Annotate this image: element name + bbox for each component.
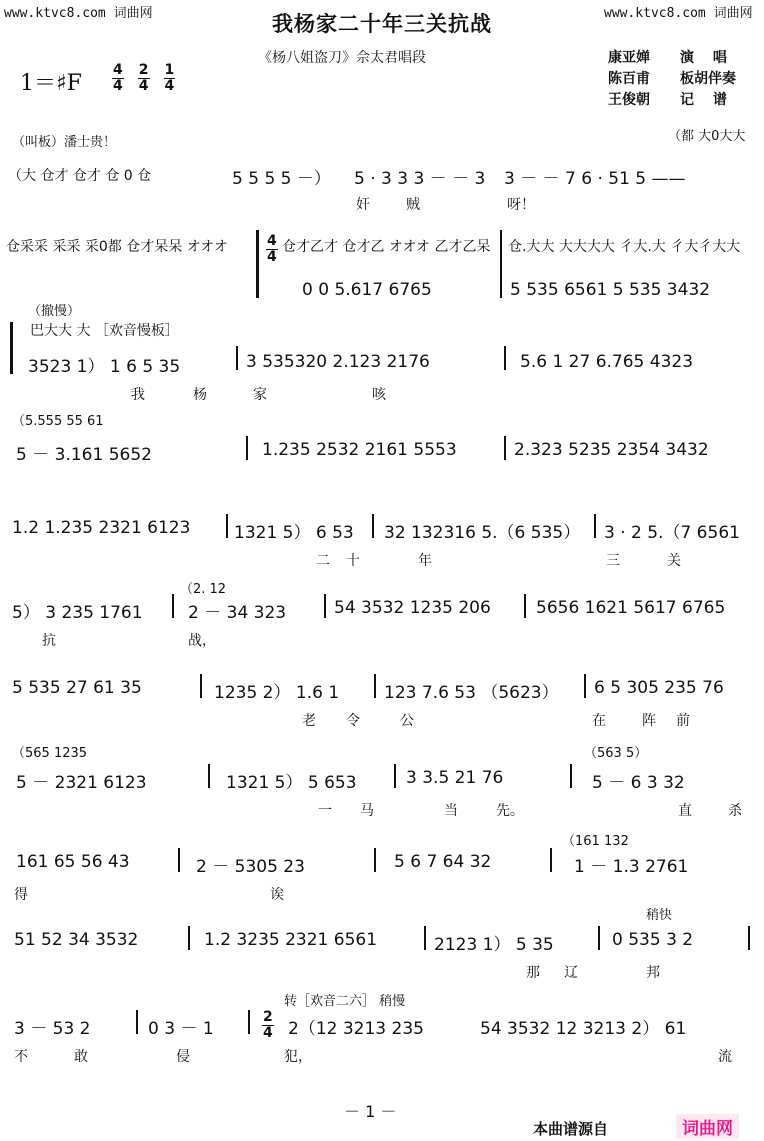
notation-measure: 3 535320 2.123 2176: [246, 352, 430, 372]
notation-measure: 5656 1621 5617 6765: [536, 598, 726, 618]
annotation: （2. 12: [180, 582, 227, 597]
notation-measure: 5 · 3 3 3 － － 3: [354, 169, 486, 189]
barline: [372, 514, 374, 538]
lyric: 贼: [406, 197, 420, 213]
notation-measure: 2123 1） 5 35: [434, 935, 554, 955]
grace-notes: （161 132: [562, 834, 629, 849]
lyric: 当: [444, 803, 458, 819]
key-signature: 1＝♯F: [20, 71, 82, 96]
barline: [504, 346, 506, 370]
notation-measure: 5 535 27 61 35: [12, 678, 142, 698]
score-subtitle: 《杨八姐盗刀》佘太君唱段: [258, 50, 426, 66]
time-signature: $\frac{2}{4}$: [263, 1009, 273, 1041]
lyric: 侵: [176, 1049, 190, 1065]
lyric: 咳: [372, 387, 386, 403]
notation-measure: 6 5 305 235 76: [594, 678, 724, 698]
percussion-line: 仓才乙才 仓才乙 オオオ 乙才乙呆: [282, 239, 491, 255]
lyric: 先。: [496, 803, 524, 819]
notation-measure: 5 535 6561 5 535 3432: [510, 280, 711, 300]
time-signatures: [112, 63, 175, 94]
lyric: 敢: [74, 1049, 88, 1065]
lyric: 奸: [356, 197, 370, 213]
notation-measure: 1.2 3235 2321 6561: [204, 930, 378, 950]
lyric: 直: [678, 803, 692, 819]
lyric: 令: [346, 713, 360, 729]
credit-row: 康亚婵 演 唱: [608, 50, 727, 66]
notation-measure: 1235 2） 1.6 1: [214, 683, 340, 703]
barline: [374, 848, 376, 872]
lyric: 流: [718, 1049, 732, 1065]
barline: [236, 346, 238, 370]
notation-measure: 1321 5） 6 53: [234, 523, 354, 543]
notation-measure: 1 － 1.3 2761: [574, 857, 689, 877]
notation-measure: 1.235 2532 2161 5553: [262, 440, 457, 460]
time-signature: $\frac{1}{4}$: [164, 62, 175, 94]
barline: [500, 230, 502, 298]
lyric: 十: [346, 553, 360, 569]
barline: [570, 764, 572, 788]
lyric: 杀: [728, 803, 742, 819]
barline: [208, 764, 210, 788]
grace-notes: （563 5）: [584, 746, 648, 761]
lyric: 那: [526, 965, 540, 981]
lyric: 一: [318, 803, 332, 819]
percussion-line: 仓.大大 大大大大 彳大.大 彳大彳大大: [508, 239, 741, 255]
barline: [748, 926, 750, 950]
annotation: （叫板）潘士贵！: [12, 135, 117, 150]
grace-notes: （5.555 55 61: [12, 414, 104, 429]
notation-measure: 5 5 5 5 －）: [232, 169, 331, 189]
lyric: 前: [676, 713, 690, 729]
lyric: 犯，: [284, 1049, 312, 1065]
notation-measure: 1321 5） 5 653: [226, 773, 357, 793]
lyric: 杨: [193, 387, 207, 403]
credit-row: 陈百甫 板胡伴奏: [608, 71, 736, 87]
lyric: 我: [131, 387, 145, 403]
barline: [248, 1010, 250, 1034]
notation-measure: 5 6 7 64 32: [394, 852, 492, 872]
barline: [374, 674, 376, 698]
lyric: 马: [360, 803, 374, 819]
score-title: 我杨家二十年三关抗战: [272, 12, 492, 36]
system-bracket: [10, 322, 13, 374]
notation-measure: 5 － 6 3 32: [592, 773, 685, 793]
barline: [178, 848, 180, 872]
system-bracket: [256, 230, 259, 298]
notation-measure: 3 － － 7 6 · 51 5 ——: [504, 169, 686, 189]
percussion-line: 仓采采 采采 采0都 仓才呆呆 オオオ: [6, 239, 228, 255]
barline: [584, 674, 586, 698]
barline: [246, 436, 248, 460]
barline: [394, 764, 396, 788]
notation-measure: 5 － 3.161 5652: [16, 445, 152, 465]
time-signature: $\frac{4}{4}$: [267, 233, 277, 265]
notation-measure: 3 · 2 5.（7 6561: [604, 523, 740, 543]
barline: [550, 848, 552, 872]
notation-measure: 2.323 5235 2354 3432: [514, 440, 709, 460]
lyric: 抗: [42, 633, 56, 649]
notation-measure: 2 － 5305 23: [196, 857, 305, 877]
annotation: （撤慢）: [28, 304, 81, 319]
tempo-marking: 稍快: [646, 908, 673, 923]
lyric: 公: [400, 713, 414, 729]
notation-measure: 3 3.5 21 76: [406, 768, 504, 788]
notation-measure: 51 52 34 3532: [14, 930, 139, 950]
notation-measure: 0 3 － 1: [148, 1019, 214, 1039]
lyric: 不: [14, 1049, 28, 1065]
barline: [594, 514, 596, 538]
page-number: － 1 －: [344, 1102, 397, 1121]
lyric: 辽: [564, 965, 578, 981]
lyric: 三: [606, 553, 620, 569]
annotation: （都 大0大大: [668, 129, 746, 144]
percussion-line: （大 仓才 仓才 仓 0 仓: [8, 168, 152, 184]
barline: [172, 594, 174, 618]
credit-row: 王俊朝 记 谱: [608, 92, 727, 108]
percussion-line: 巴大大 大 ［欢音慢板］: [30, 323, 179, 339]
grace-notes: （565 1235: [12, 746, 88, 761]
time-signature: $\frac{2}{4}$: [138, 62, 149, 94]
tempo-marking: 转［欢音二六］ 稍慢: [284, 994, 406, 1009]
credits: [608, 48, 736, 111]
barline: [200, 674, 202, 698]
barline: [504, 436, 506, 460]
lyric: 在: [592, 713, 606, 729]
lyric: 二: [316, 553, 330, 569]
notation-measure: 5） 3 235 1761: [12, 603, 143, 623]
barline: [226, 514, 228, 538]
notation-measure: 161 65 56 43: [16, 852, 130, 872]
lyric: 战，: [188, 633, 216, 649]
notation-measure: 32 132316 5.（6 535）: [384, 523, 581, 543]
notation-measure: 3 － 53 2: [14, 1019, 91, 1039]
barline: [524, 594, 526, 618]
lyric: 关: [667, 553, 681, 569]
lyric: 呀！: [507, 197, 535, 213]
barline: [136, 1010, 138, 1034]
lyric: 老: [302, 713, 316, 729]
lyric: 得: [14, 887, 28, 903]
notation-measure: 5 － 2321 6123: [16, 773, 147, 793]
notation-measure: 3523 1） 1 6 5 35: [28, 357, 181, 377]
notation-measure: 2 － 34 323: [188, 603, 287, 623]
notation-measure: 0 0 5.617 6765: [302, 280, 432, 300]
barline: [188, 926, 190, 950]
notation-measure: 54 3532 1235 206: [334, 598, 491, 618]
watermark-left: www.ktvc8.com 词曲网: [4, 6, 153, 21]
source-credit: 本曲谱源自: [533, 1120, 609, 1138]
lyric: 阵: [642, 713, 656, 729]
lyric: 家: [253, 387, 267, 403]
lyric: 年: [418, 553, 432, 569]
notation-measure: 54 3532 12 3213 2） 61: [480, 1019, 687, 1039]
notation-measure: 123 7.6 53 （5623）: [384, 683, 559, 703]
notation-measure: 0 535 3 2: [612, 930, 694, 950]
time-signature: $\frac{4}{4}$: [113, 62, 123, 94]
lyric: 诶: [270, 887, 284, 903]
watermark-right: www.ktvc8.com 词曲网: [604, 6, 753, 21]
barline: [324, 594, 326, 618]
barline: [598, 926, 600, 950]
notation-measure: 2（12 3213 235: [288, 1019, 424, 1039]
site-logo: 词曲网: [676, 1114, 739, 1139]
notation-measure: 1.2 1.235 2321 6123: [12, 518, 191, 538]
barline: [424, 926, 426, 950]
notation-measure: 5.6 1 27 6.765 4323: [520, 352, 694, 372]
lyric: 邦: [646, 965, 660, 981]
